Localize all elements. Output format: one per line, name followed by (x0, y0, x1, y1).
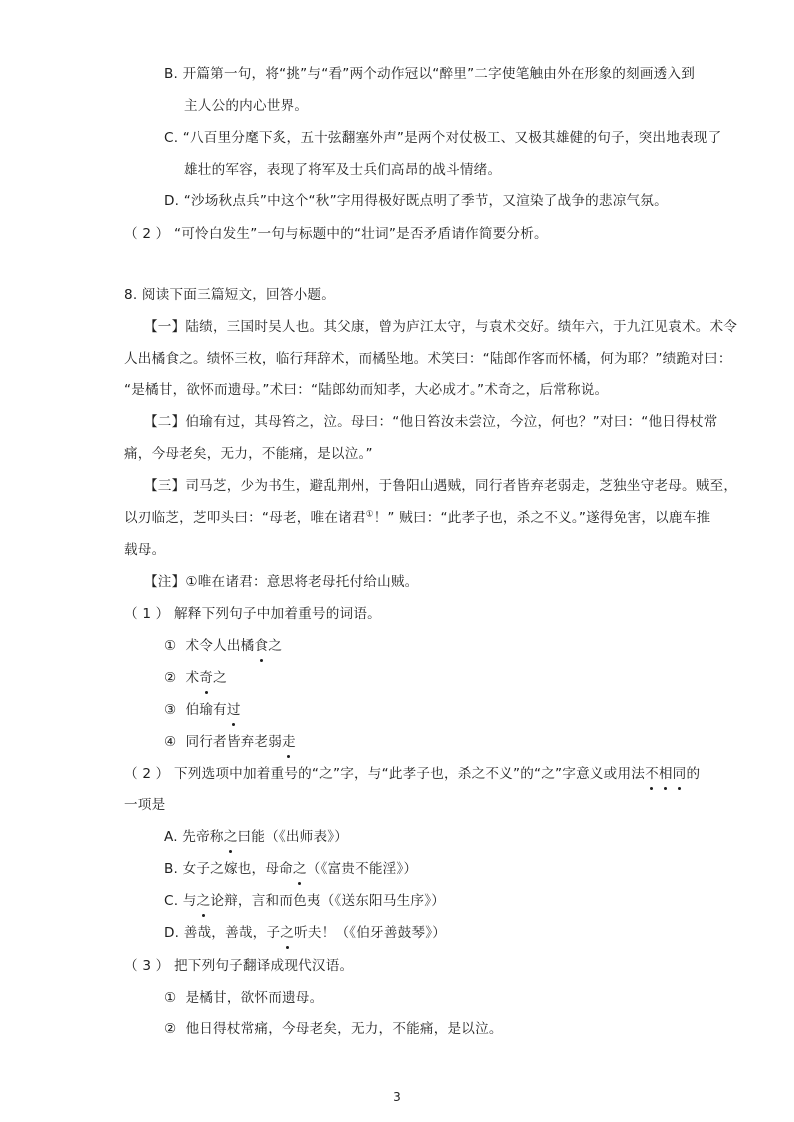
passage2-line2: 痛，今母老矣，无力，不能痛，是以泣。” (124, 446, 373, 462)
footnote-marker: ① (365, 509, 374, 520)
s2-option-a: A. 先帝称之曰能（《出师表》） (164, 829, 349, 845)
emphasis-dot-word: 走 (282, 734, 296, 750)
option-d-line1: D. “沙场秋点兵”中这个“秋”字用得极好既点明了季节，又渲染了战争的悲凉气氛。 (164, 193, 668, 209)
emphasis-dot-word: 之 (280, 925, 295, 941)
option-c-line2: 雄壮的军容，表现了将军及士兵们高昂的战斗情绪。 (184, 162, 502, 178)
s1-item-1: ① 术令人出橘食之 (164, 638, 282, 654)
s3-item-2: ② 他日得杖常痛，今母老矣，无力，不能痛，是以泣。 (164, 1021, 503, 1037)
emphasis-dot-word: 奇 (199, 670, 214, 686)
emphasis-dot-word: 不 (645, 766, 659, 782)
page-number: 3 (393, 1090, 401, 1104)
q8-subquestion-2-line1: （ 2 ） 下列选项中加着重号的“之”字，与“此孝子也，杀之不义”的“之”字意义或用法不相同的 (124, 766, 701, 782)
q8-subquestion-3: （ 3 ） 把下列句子翻译成现代汉语。 (124, 958, 354, 974)
passage1-line1: 【一】陆绩，三国时吴人也。其父康，曾为庐江太守，与袁术交好。绩年六，于九江见袁术。术令 (144, 319, 738, 335)
emphasis-dot-word: 之 (196, 893, 211, 909)
emphasis-dot-word: 相 (658, 766, 673, 782)
emphasis-dot-word: 之 (223, 829, 238, 845)
q8-subquestion-2-line2: 一项是 (124, 797, 166, 813)
emphasis-dot-word: 过 (226, 702, 241, 718)
passage1-line2: 人出橘食之。绩怀三枚，临行拜辞术，而橘坠地。术笑曰：“陆郎作客而怀橘，何为耶？”绩跪对曰： (124, 351, 732, 367)
s2-option-c: C. 与之论辩，言和而色夷（《送东阳马生序》） (164, 893, 446, 909)
s3-item-1: ① 是橘甘，欲怀而遗母。 (164, 990, 324, 1006)
q8-heading: 8. 阅读下面三篇短文，回答小题。 (124, 287, 336, 303)
passage2-line1: 【二】伯瑜有过，其母笞之，泣。母曰：“他日笞汝未尝泣，今泣，何也？”对曰：“他日得杖常 (144, 414, 718, 430)
q7-subquestion-2: （ 2 ） “可怜白发生”一句与标题中的“壮词”是否矛盾请作简要分析。 (124, 226, 548, 242)
passage3-line3: 载母。 (124, 542, 166, 558)
s1-item-4: ④ 同行者皆弃老弱走 (164, 734, 296, 750)
s1-item-3: ③ 伯瑜有过 (164, 702, 241, 718)
emphasis-dot-word: 同 (672, 766, 687, 782)
emphasis-dot-word: 食 (254, 638, 269, 654)
passage1-line3: “是橘甘，欲怀而遗母。”术曰：“陆郎幼而知孝，大必成才。”术奇之，后常称说。 (124, 382, 609, 398)
option-b-line1: B. 开篇第一句，将“挑”与“看”两个动作冠以“醉里”二字使笔触由外在形象的刻画透入到 (164, 66, 696, 82)
s2-option-b: B. 女子之嫁也，母命之（《富贵不能淫》） (164, 861, 418, 877)
option-c-line1: C. “八百里分麾下炙，五十弦翻塞外声”是两个对仗极工、又极其雄健的句子，突出地表现了 (164, 130, 722, 146)
passage3-line2: 以刃临芝，芝叩头曰：“母老，唯在诸君①！” 贼曰：“此孝子也，杀之不义。”遂得免害，以鹿车推 (124, 509, 711, 526)
q8-subquestion-1: （ 1 ） 解释下列句子中加着重号的词语。 (124, 606, 381, 622)
option-b-line2: 主人公的内心世界。 (184, 98, 309, 114)
emphasis-dot-word: 之 (292, 861, 307, 877)
s2-option-d: D. 善哉，善哉，子之听夫！（《伯牙善鼓琴》） (164, 925, 446, 941)
passage-note: 【注】①唯在诸君：意思将老母托付给山贼。 (144, 574, 419, 590)
s1-item-2: ② 术奇之 (164, 670, 227, 686)
passage3-line1: 【三】司马芝，少为书生，避乱荆州，于鲁阳山遇贼，同行者皆弃老弱走，芝独坐守老母。贼至， (144, 478, 738, 494)
